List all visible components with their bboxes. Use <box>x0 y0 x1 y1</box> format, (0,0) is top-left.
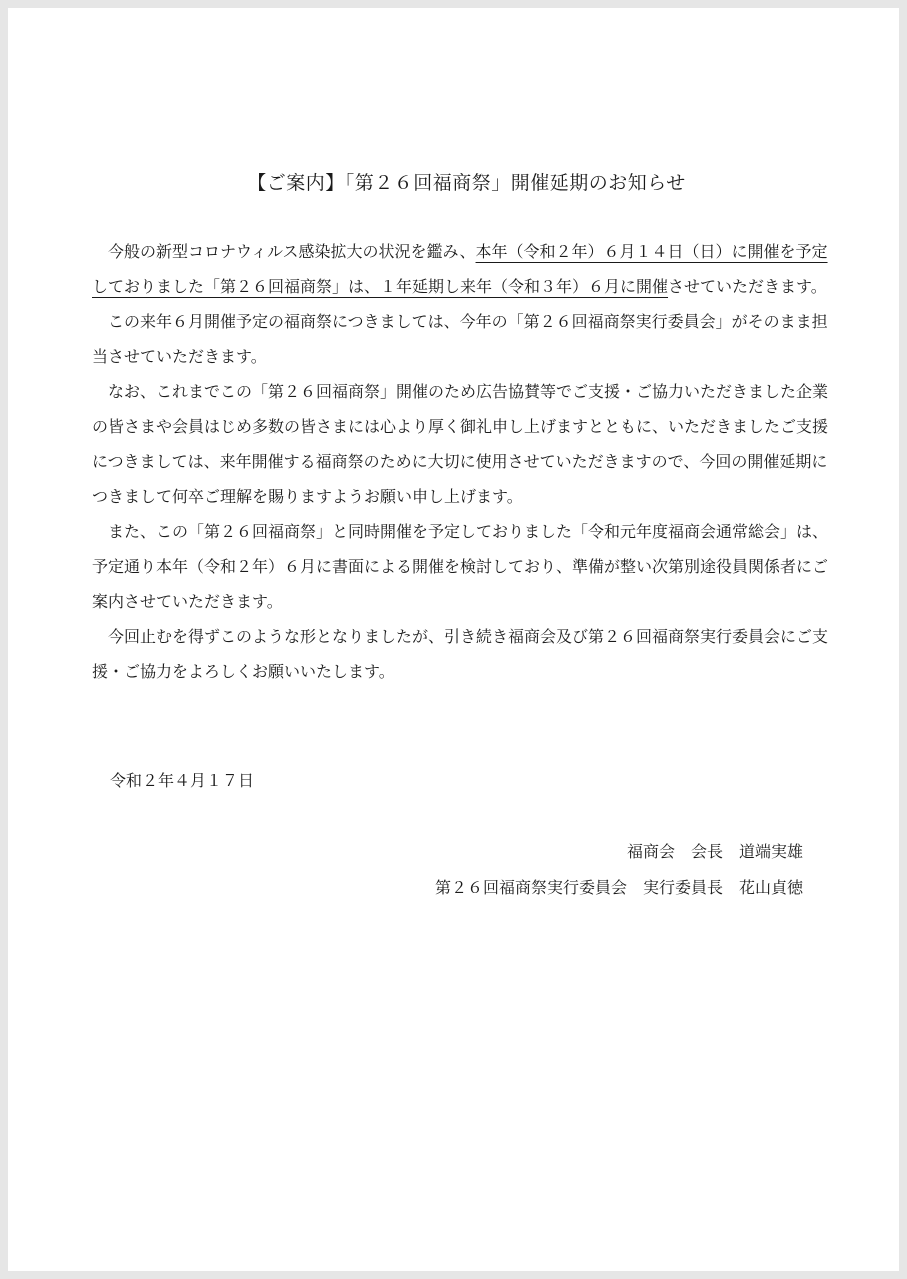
paragraph-1-tail: させていただきます。 <box>668 277 827 296</box>
document-body <box>92 234 832 689</box>
paragraph-4: また、この「第２６回福商祭」と同時開催を予定しておりました「令和元年度福商会通常総会」は、予定通り本年（令和２年）６月に書面による開催を検討しており、準備が整い次第別途役員関係者にご案内させていただきます。 <box>92 522 829 611</box>
signature-block <box>435 834 803 906</box>
document-title: 【ご案内】「第２６回福商祭」開催延期のお知らせ <box>247 172 686 194</box>
paragraph-3: なお、これまでこの「第２６回福商祭」開催のため広告協賛等でご支援・ご協力いただきました企業の皆さまや会員はじめ多数の皆さまには心より厚く御礼申し上げますとともに、いただきましたご支援につきましては、来年開催する福商祭のために大切に使用させていただきますので、今回の開催延期につきまして何卒ご理解を賜りますようお願い申し上げます。 <box>92 382 829 506</box>
signature-committee: 第２６回福商祭実行委員会 実行委員長 花山貞徳 <box>434 878 803 897</box>
document-page <box>8 8 899 1271</box>
paragraph-2: この来年６月開催予定の福商祭につきましては、今年の「第２６回福商祭実行委員会」がそのまま担当させていただきます。 <box>92 312 828 366</box>
paragraph-1-lead: 今般の新型コロナウィルス感染拡大の状況を鑑み、 <box>108 242 476 261</box>
paragraph-5: 今回止むを得ずこのような形となりましたが、引き続き福商会及び第２６回福商祭実行委員会にご支援・ご協力をよろしくお願いいたします。 <box>92 627 829 681</box>
signature-association: 福商会 会長 道端実雄 <box>626 842 803 861</box>
paragraph-1-underlined: 本年（令和２年）６月１４日（日）に開催を予定しておりました「第２６回福商祭」は、１年延期し来年（令和３年）６月に開催 <box>92 242 828 296</box>
paragraph-1 <box>92 234 832 304</box>
issue-date: 令和２年４月１７日 <box>110 771 255 790</box>
